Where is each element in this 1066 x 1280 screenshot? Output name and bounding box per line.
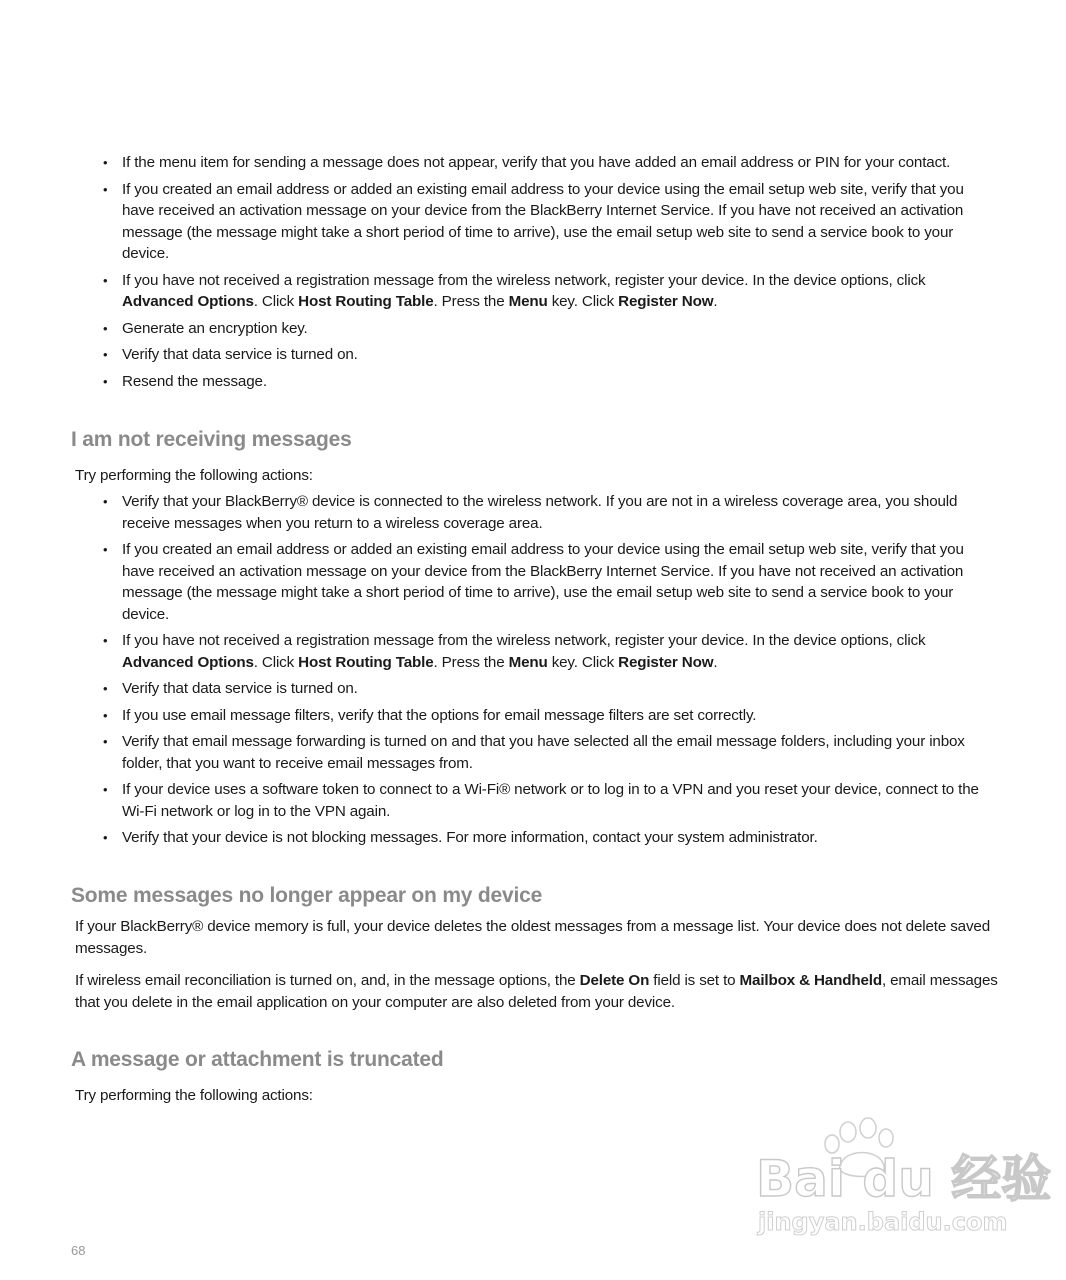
watermark-url: jingyan.baidu.com [758,1208,1008,1236]
text-run: Verify that your device is not blocking messages. For more information, contact your system administrator. [122,829,818,846]
text-run: field is set to [649,972,740,989]
heading-truncated: A message or attachment is truncated [71,1048,444,1071]
bullet-item [103,371,998,393]
text-run: If you have not received a registration message from the wireless network, register your device. In the device options, click [122,632,926,649]
section3-paragraph-1: If your BlackBerry® device memory is full, your device deletes the oldest messages from a message list. Your device does not delete saved messages. [75,918,991,957]
text-run: . Click [253,653,299,671]
text-run: If your device uses a software token to connect to a Wi-Fi® network or to log in to a VPN and you reset your device, connect to the Wi-Fi network or log in to the VPN again. [122,781,979,820]
bullet-item [103,827,998,849]
bullet-item [103,539,998,625]
bold-term: Host Routing Table [298,293,434,310]
text-run: If you created an email address or added an existing email address to your device using the email setup web site, verify that you have received an activation message on your device from the BlackBerry Internet Service. If you have not received an activation message (the message might take a short period of time to arrive), use the email setup web site to send a service book to your device. [122,180,964,262]
bullet-item [103,779,998,822]
bold-term: Menu [508,653,548,671]
section4-intro: Try performing the following actions: [75,1087,313,1104]
text-run: Verify that data service is turned on. [122,346,358,363]
bullet-item [103,491,998,534]
text-run: If you use email message filters, verify that the options for email message filters are set correctly. [122,706,757,724]
bold-term: Host Routing Table [298,653,434,671]
text-run: Verify that data service is turned on. [122,680,358,697]
section3-paragraph-2 [75,970,1000,1013]
baidu-watermark [752,1118,1052,1238]
text-run: Resend the message. [122,372,267,390]
section1-bullet-list [103,152,998,397]
text-run: , email messages that you delete in the email application on your computer are also deleted from your device. [75,972,998,1011]
text-run: . [713,293,718,310]
section2-intro: Try performing the following actions: [75,467,313,484]
bullet-item [103,678,998,700]
bold-term: Menu [508,293,548,310]
text-run: Verify that your BlackBerry® device is connected to the wireless network. If you are not in a wireless coverage area, you should receive messages when you return to a wireless coverage area. [122,493,958,532]
page-number: 68 [71,1243,86,1258]
text-run: . Press the [433,293,509,310]
bullet-item [103,344,998,366]
bold-term: Register Now [618,653,714,671]
baidu-paw-logo-icon [752,1118,1052,1238]
bold-term: Advanced Options [122,293,254,310]
text-run: If wireless email reconciliation is turned on, and, in the message options, the [75,972,580,989]
bold-term: Mailbox & Handheld [739,972,882,989]
text-run: . [713,653,718,671]
text-run: Generate an encryption key. [122,319,308,337]
bold-term: Register Now [618,293,714,310]
heading-messages-no-longer-appear: Some messages no longer appear on my device [71,884,543,907]
bullet-item [103,705,998,727]
watermark-brand: Bai du 经验 [756,1150,1052,1208]
text-run: . Press the [433,653,509,671]
bold-term: Delete On [579,972,650,989]
bullet-item [103,630,998,673]
text-run: key. Click [547,293,619,310]
bullet-item [103,318,998,340]
heading-not-receiving: I am not receiving messages [71,428,352,451]
text-run: key. Click [547,653,619,671]
bold-term: Advanced Options [122,653,254,671]
text-run: . Click [253,293,299,310]
section2-bullet-list [103,491,998,854]
bullet-item [103,270,998,313]
bullet-item [103,731,998,774]
bullet-item [103,179,998,265]
text-run: If the menu item for sending a message does not appear, verify that you have added an email address or PIN for your contact. [122,154,951,171]
text-run: If you created an email address or added an existing email address to your device using the email setup web site, verify that you have received an activation message on your device from the BlackBerry Internet Service. If you have not received an activation message (the message might take a short period of time to arrive), use the email setup web site to send a service book to your device. [122,541,964,623]
bullet-item [103,152,998,174]
text-run: Verify that email message forwarding is turned on and that you have selected all the email message folders, including your inbox folder, that you want to receive email messages from. [122,733,965,772]
text-run: If you have not received a registration message from the wireless network, register your device. In the device options, click [122,271,926,289]
